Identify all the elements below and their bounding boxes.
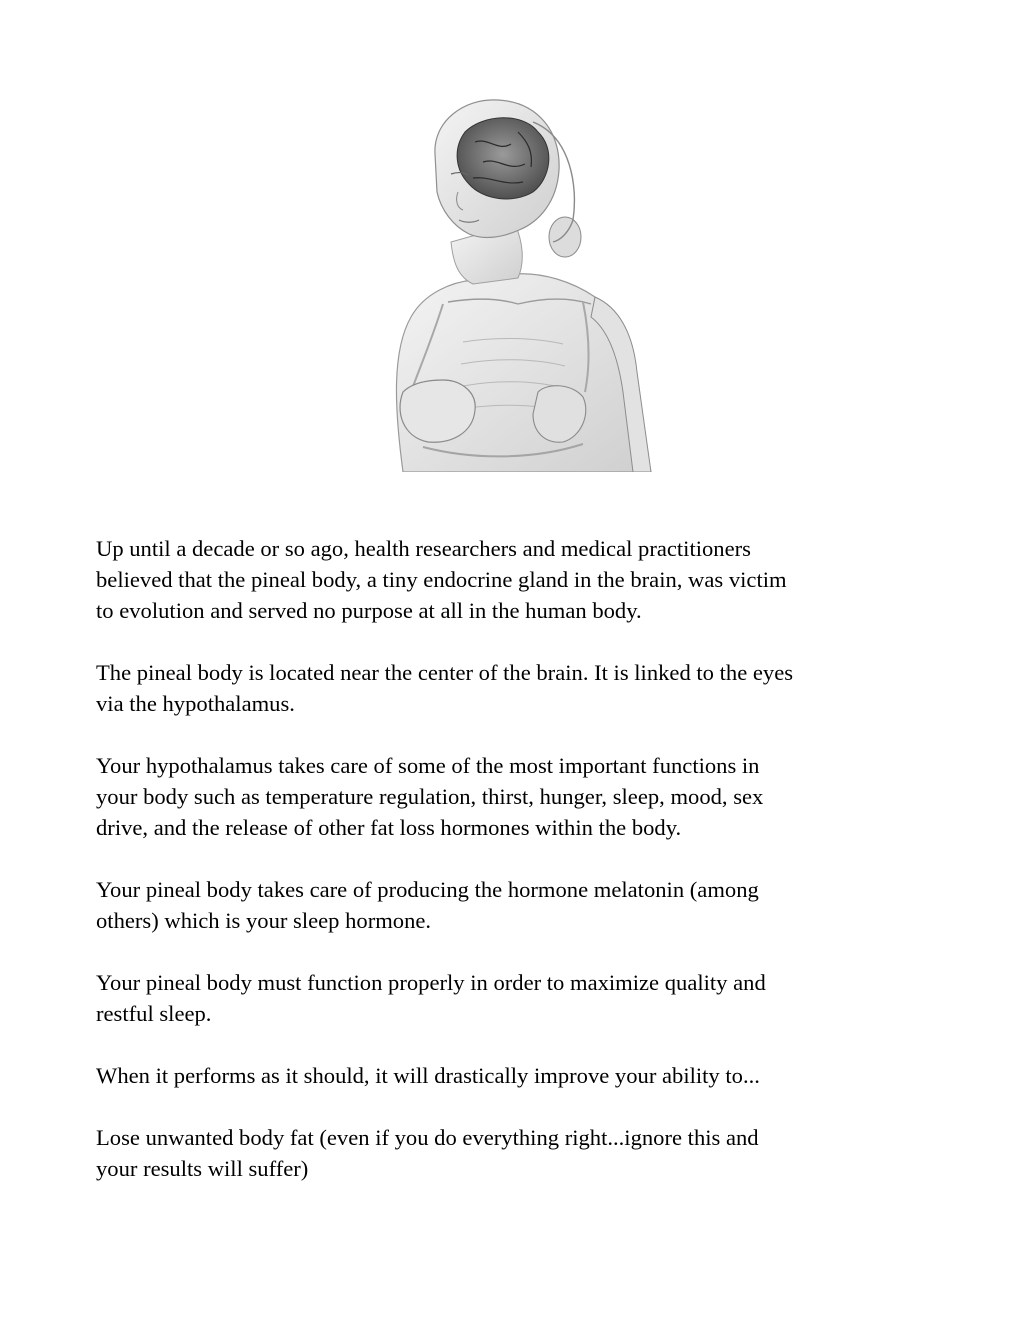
paragraph: The pineal body is located near the center of the brain. It is linked to the eyes via the hypothalamus. <box>96 660 794 716</box>
paragraph: Your pineal body must function properly in order to maximize quality and restful sleep. <box>96 970 766 1026</box>
article-body <box>96 533 946 1215</box>
paragraph: Your hypothalamus takes care of some of the most important functions in your body such as temperature regulation, thirst, hunger, sleep, mood, sex drive, and the release of other fat loss hormones within the body. <box>96 753 764 840</box>
paragraph: When it performs as it should, it will drastically improve your ability to... <box>96 1063 760 1088</box>
anatomy-figure-icon <box>333 92 693 472</box>
paragraph: Up until a decade or so ago, health researchers and medical practitioners believed that the pineal body, a tiny endocrine gland in the brain, was victim to evolution and served no purpose at all in the human body. <box>96 536 787 623</box>
paragraph: Your pineal body takes care of producing the hormone melatonin (among others) which is your sleep hormone. <box>96 877 759 933</box>
anatomy-illustration <box>333 92 693 472</box>
paragraph: Lose unwanted body fat (even if you do everything right...ignore this and your results will suffer) <box>96 1125 759 1181</box>
